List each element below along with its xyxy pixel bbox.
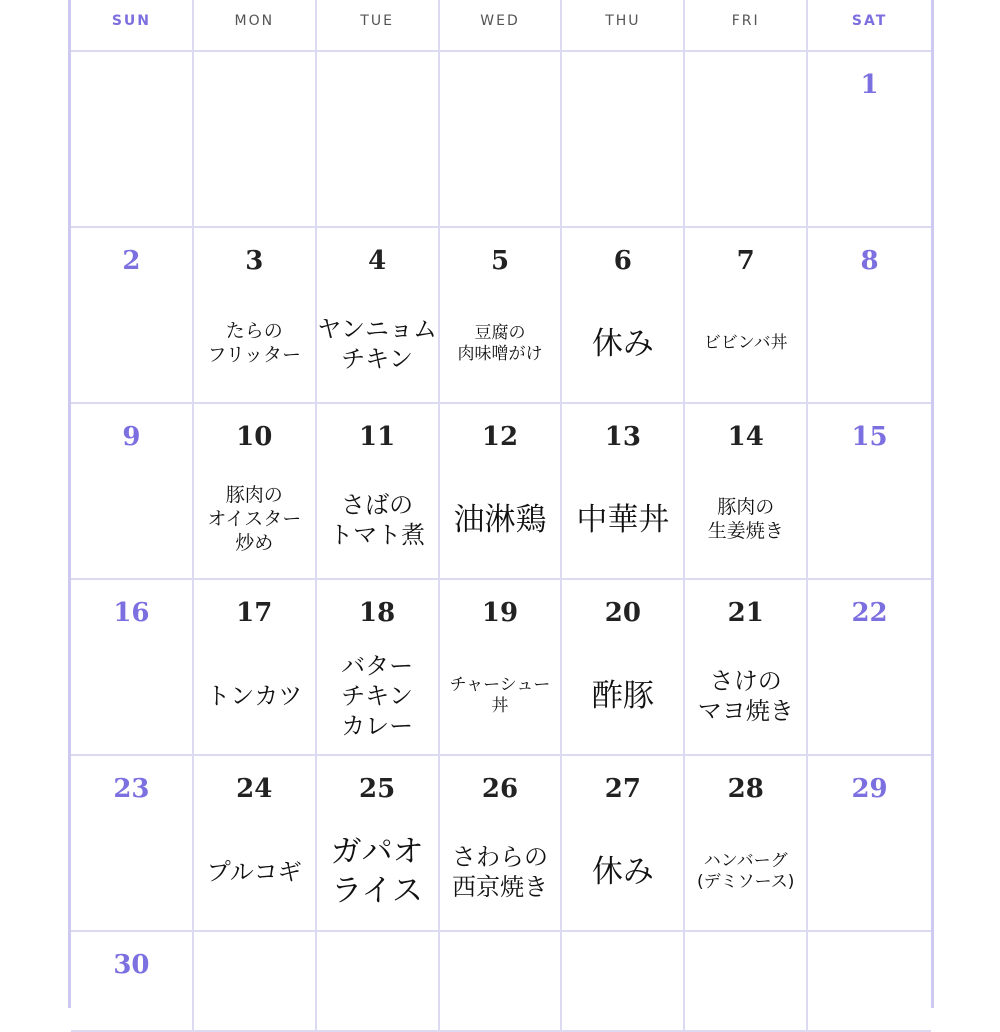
weekday-wed: WED	[440, 0, 563, 52]
day-number: 11	[359, 422, 396, 452]
menu-item	[440, 118, 561, 218]
day-cell	[194, 228, 317, 404]
day-cell	[808, 932, 931, 1032]
day-number: 20	[604, 598, 641, 628]
day-cell	[808, 404, 931, 580]
menu-item: ハンバーグ (デミソース)	[697, 850, 795, 892]
day-cell	[562, 932, 685, 1032]
menu-item: ヤンニョム チキン	[317, 315, 438, 373]
menu-item	[808, 470, 931, 570]
day-cell	[71, 580, 194, 756]
day-number: 15	[851, 422, 888, 452]
menu-item	[562, 118, 683, 218]
day-cell	[71, 228, 194, 404]
day-cell	[194, 932, 317, 1032]
menu-item: 油淋鶏	[453, 501, 547, 538]
calendar	[68, 0, 934, 1008]
day-cell	[194, 580, 317, 756]
menu-item	[317, 118, 438, 218]
menu-item: さわらの 西京焼き	[451, 843, 548, 901]
day-number: 24	[236, 774, 273, 804]
day-number: 1	[860, 70, 879, 100]
menu-item	[71, 294, 192, 394]
menu-item: ビビンバ丼	[703, 333, 788, 354]
day-number: 7	[736, 246, 755, 276]
menu-item: プルコギ	[206, 858, 302, 886]
day-cell	[440, 580, 563, 756]
day-cell	[808, 52, 931, 228]
day-cell	[685, 932, 808, 1032]
day-cell	[71, 404, 194, 580]
day-number: 18	[359, 598, 396, 628]
day-number: 10	[236, 422, 273, 452]
day-cell	[440, 52, 563, 228]
day-number: 21	[727, 598, 764, 628]
menu-item	[808, 822, 931, 922]
day-cell	[440, 228, 563, 404]
menu-item: トンカツ	[206, 682, 303, 710]
menu-item	[71, 470, 192, 570]
day-cell	[317, 52, 440, 228]
day-cell	[71, 52, 194, 228]
weekday-sat: SAT	[808, 0, 931, 52]
day-number: 22	[851, 598, 888, 628]
day-cell	[685, 228, 808, 404]
menu-item: 豆腐の 肉味噌がけ	[457, 322, 543, 364]
menu-item: ガパオ ライス	[330, 834, 424, 909]
menu-item	[194, 118, 315, 218]
menu-item: バター チキン カレー	[341, 652, 414, 740]
day-cell	[194, 756, 317, 932]
menu-item: 酢豚	[591, 677, 654, 714]
day-number: 8	[860, 246, 879, 276]
day-cell	[562, 52, 685, 228]
day-cell	[440, 932, 563, 1032]
menu-item	[685, 118, 806, 218]
day-cell	[808, 228, 931, 404]
menu-item: 休み	[591, 853, 654, 890]
day-number: 3	[245, 246, 264, 276]
day-cell	[808, 756, 931, 932]
day-number: 28	[727, 774, 764, 804]
day-cell	[317, 228, 440, 404]
menu-item	[440, 998, 561, 1022]
day-cell	[562, 756, 685, 932]
day-number: 9	[122, 422, 141, 452]
menu-item	[562, 998, 683, 1022]
day-cell	[562, 404, 685, 580]
menu-item	[808, 118, 931, 218]
day-cell	[562, 228, 685, 404]
weekday-mon: MON	[194, 0, 317, 52]
day-number: 6	[613, 246, 632, 276]
menu-item: さばの トマト煮	[329, 491, 426, 549]
weekday-thu: THU	[562, 0, 685, 52]
menu-item	[71, 118, 192, 218]
day-number: 30	[113, 950, 150, 980]
menu-item	[317, 998, 438, 1022]
menu-item	[808, 646, 931, 746]
menu-item: 中華丼	[576, 501, 670, 538]
menu-item: さけの マヨ焼き	[697, 667, 794, 725]
day-cell	[317, 404, 440, 580]
menu-item	[71, 822, 192, 922]
day-number: 12	[481, 422, 519, 452]
day-number: 26	[481, 774, 519, 804]
menu-item	[71, 646, 192, 746]
day-cell	[317, 932, 440, 1032]
day-number: 17	[236, 598, 273, 628]
menu-item	[808, 294, 931, 394]
day-number: 19	[481, 598, 519, 628]
day-number: 5	[490, 246, 510, 276]
day-number: 16	[113, 598, 150, 628]
day-cell	[317, 580, 440, 756]
day-cell	[317, 756, 440, 932]
menu-item: 豚肉の 生姜焼き	[707, 496, 784, 542]
weekday-fri: FRI	[685, 0, 808, 52]
menu-item	[685, 998, 806, 1022]
day-number: 25	[359, 774, 396, 804]
day-cell	[685, 580, 808, 756]
weekday-tue: TUE	[317, 0, 440, 52]
menu-item	[194, 998, 315, 1022]
day-number: 14	[727, 422, 764, 452]
day-number: 13	[604, 422, 641, 452]
day-cell	[71, 756, 194, 932]
menu-item	[71, 998, 192, 1022]
day-cell	[685, 404, 808, 580]
day-number: 29	[851, 774, 888, 804]
day-cell	[440, 404, 563, 580]
day-cell	[685, 756, 808, 932]
day-cell	[194, 404, 317, 580]
day-cell	[808, 580, 931, 756]
day-cell	[71, 932, 194, 1032]
calendar-grid	[71, 0, 931, 1008]
day-cell	[440, 756, 563, 932]
menu-item: たらの フリッター	[207, 320, 302, 366]
day-number: 27	[604, 774, 641, 804]
menu-item: 休み	[591, 325, 654, 362]
day-cell	[194, 52, 317, 228]
menu-item	[808, 998, 931, 1022]
weekday-sun: SUN	[71, 0, 194, 52]
day-number: 4	[368, 246, 387, 276]
day-number: 23	[113, 774, 150, 804]
day-cell	[685, 52, 808, 228]
menu-item: チャーシュー 丼	[449, 674, 551, 716]
day-cell	[562, 580, 685, 756]
day-number: 2	[122, 246, 141, 276]
menu-item: 豚肉の オイスター 炒め	[207, 484, 302, 554]
